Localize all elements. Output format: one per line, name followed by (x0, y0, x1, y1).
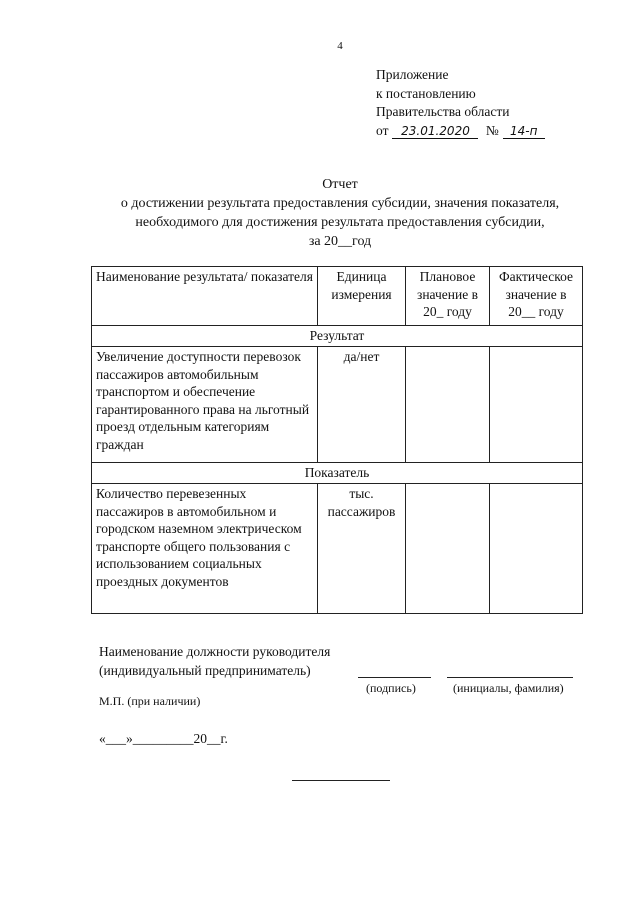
position-line-2: (индивидуальный предприниматель) (99, 663, 311, 678)
name-line (447, 677, 573, 678)
section-indicator: Показатель (92, 463, 583, 484)
date-line: «___»_________20__г. (99, 731, 228, 746)
section-row (92, 326, 583, 347)
page-number: 4 (337, 40, 343, 52)
table-row (92, 484, 583, 614)
header-planned: Плановое значение в 20_ году (406, 267, 490, 326)
report-subtitle-1: о достижении результата предоставления субсидии, значения показателя, (120, 196, 560, 211)
handwritten-date: 23.01.2020 (392, 124, 478, 139)
row-unit: тыс. пассажиров (318, 484, 406, 614)
section-row (92, 463, 583, 484)
row-planned (406, 484, 490, 614)
footer-divider (292, 780, 390, 781)
row-name: Увеличение доступности перевозок пассажиров автомобильным транспортом и обеспечение гарантированного права на льготный проезд отдельным категориям граждан (92, 347, 318, 463)
row-name: Количество перевезенных пассажиров в автомобильном и городском наземном электрическом транспорте общего пользования с использованием социальных проездных документов (92, 484, 318, 614)
report-subtitle-2: необходимого для достижения результата предоставления субсидии, (135, 215, 545, 230)
row-unit: да/нет (318, 347, 406, 463)
row-actual (490, 484, 583, 614)
report-title: Отчет (322, 177, 358, 192)
appendix-block (376, 66, 545, 140)
table-header-row (92, 267, 583, 326)
signature-caption: (подпись) (366, 681, 416, 695)
appendix-line-3: Правительства области (376, 104, 510, 119)
report-year: за 20__год (308, 234, 372, 249)
appendix-line-2: к постановлению (376, 85, 476, 101)
from-label: от (376, 122, 389, 138)
handwritten-number: 14-п (503, 124, 545, 139)
appendix-line-1: Приложение (376, 67, 449, 82)
header-unit: Единица измерения (318, 267, 406, 326)
row-actual (490, 347, 583, 463)
number-label: № (485, 122, 499, 138)
header-name: Наименование результата/ показателя (92, 267, 318, 326)
row-planned (406, 347, 490, 463)
stamp-label: М.П. (при наличии) (99, 694, 201, 708)
section-result: Результат (92, 326, 583, 347)
header-actual: Фактическое значение в 20__ году (490, 267, 583, 326)
appendix-date-row (376, 122, 545, 141)
report-table (91, 266, 583, 614)
signature-line (358, 677, 431, 678)
name-caption: (инициалы, фамилия) (453, 681, 564, 695)
position-line-1: Наименование должности руководителя (99, 644, 331, 659)
table-row (92, 347, 583, 463)
